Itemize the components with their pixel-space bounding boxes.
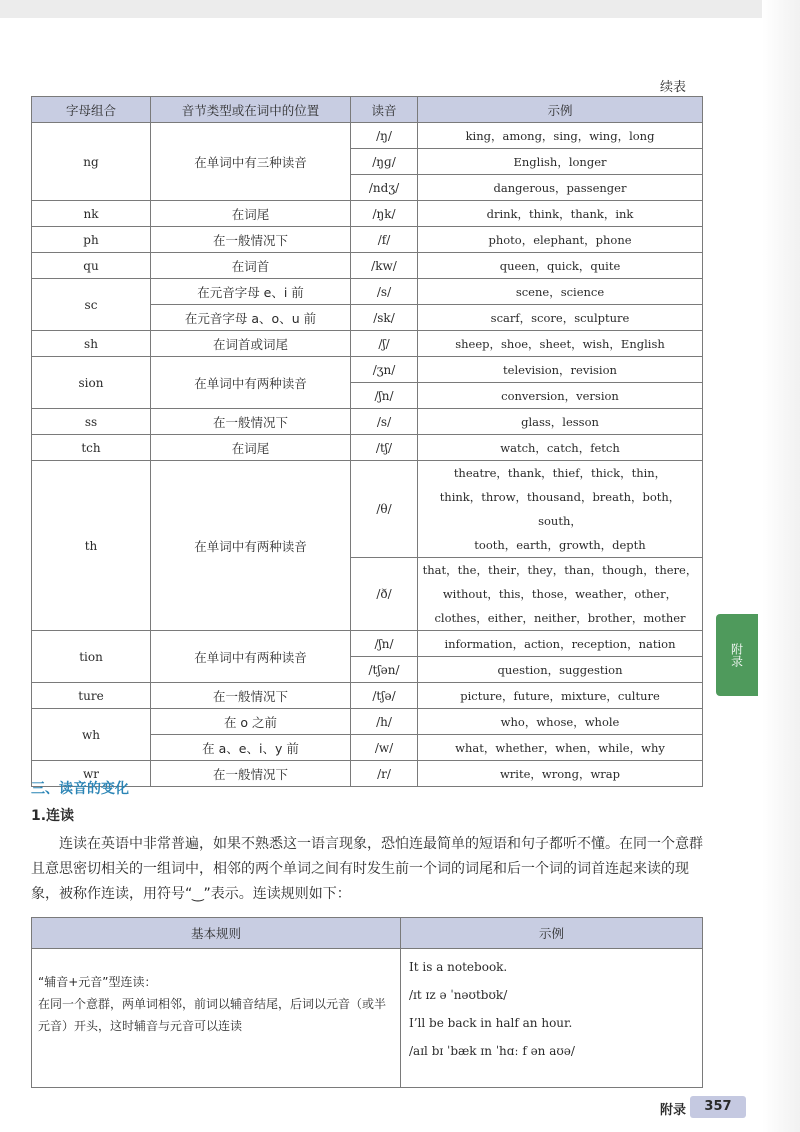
example-line: that，the，their，they，than，though，there， — [422, 563, 698, 577]
example-cell — [401, 949, 703, 1088]
header-position: 音节类型或在词中的位置 — [151, 97, 351, 123]
position-cell: 在单词中有三种读音 — [151, 123, 351, 201]
phonetic-cell: /tʃən/ — [351, 657, 418, 683]
table-row — [32, 683, 703, 709]
table-row — [32, 331, 703, 357]
examples-cell: write，wrong，wrap — [418, 761, 703, 787]
phonetic-cell: /tʃə/ — [351, 683, 418, 709]
examples-cell: what，whether，when，while，why — [418, 735, 703, 761]
position-cell: 在 o 之前 — [151, 709, 351, 735]
group-cell: sion — [32, 357, 151, 409]
phonetic-cell: /ŋ/ — [351, 123, 418, 149]
phonetic-cell: /s/ — [351, 279, 418, 305]
examples-cell: scarf，score，sculpture — [418, 305, 703, 331]
example-sentence: It is a notebook. — [409, 960, 508, 974]
position-cell: 在元音字母 e、i 前 — [151, 279, 351, 305]
examples-cell: photo，elephant，phone — [418, 227, 703, 253]
examples-cell — [418, 558, 703, 631]
example-line: without，this，those，weather，other， — [442, 587, 678, 601]
phonetic-cell: /ʒn/ — [351, 357, 418, 383]
phonetic-cell: /sk/ — [351, 305, 418, 331]
example-phonetic: /ɪt ɪz ə ˈnəʊtbʊk/ — [409, 988, 508, 1002]
position-cell: 在单词中有两种读音 — [151, 357, 351, 409]
examples-cell: glass，lesson — [418, 409, 703, 435]
header-example: 示例 — [401, 918, 703, 949]
example-line: think，throw，thousand，breath，both，south， — [439, 490, 681, 528]
position-cell: 在一般情况下 — [151, 761, 351, 787]
phonetic-cell: /tʃ/ — [351, 435, 418, 461]
phonetic-cell: /h/ — [351, 709, 418, 735]
phonetic-cell: /ʃn/ — [351, 383, 418, 409]
group-cell: ss — [32, 409, 151, 435]
phonetic-cell: /ŋɡ/ — [351, 149, 418, 175]
group-cell: wr — [32, 761, 151, 787]
examples-cell: television，revision — [418, 357, 703, 383]
examples-cell: picture，future，mixture，culture — [418, 683, 703, 709]
page-top-edge — [0, 0, 800, 18]
table-row — [32, 435, 703, 461]
table-row — [32, 279, 703, 305]
example-line: clothes，either，neither，brother，mother — [434, 611, 686, 625]
group-cell: ture — [32, 683, 151, 709]
example-sentence: I’ll be back in half an hour. — [409, 1016, 573, 1030]
examples-cell: watch，catch，fetch — [418, 435, 703, 461]
group-cell: tch — [32, 435, 151, 461]
phonetic-cell: /w/ — [351, 735, 418, 761]
position-cell: 在元音字母 a、o、u 前 — [151, 305, 351, 331]
phonetic-cell: /θ/ — [351, 461, 418, 558]
table-header-row — [32, 918, 703, 949]
rule-cell — [32, 949, 401, 1088]
position-cell: 在一般情况下 — [151, 227, 351, 253]
table-row — [32, 253, 703, 279]
position-cell: 在一般情况下 — [151, 683, 351, 709]
page-edge-shadow — [762, 0, 800, 1132]
pronunciation-table — [31, 96, 703, 787]
examples-cell: who，whose，whole — [418, 709, 703, 735]
group-cell: tion — [32, 631, 151, 683]
example-line: tooth，earth，growth，depth — [474, 538, 646, 552]
phonetic-cell: /f/ — [351, 227, 418, 253]
position-cell: 在词尾 — [151, 435, 351, 461]
paragraph-text: 连读在英语中非常普遍，如果不熟悉这一语言现象，恐怕连最简单的短语和句子都听不懂。在同一个意群且意思密切相关的一组词中，相邻的两个单词之间有时发生前一个词的词尾和后一个词的词首连起来读的现象，被称作连读，用符号“‿”表示。连读规则如下： — [31, 836, 703, 902]
position-cell: 在词首 — [151, 253, 351, 279]
examples-cell: king，among，sing，wing，long — [418, 123, 703, 149]
phonetic-cell: /s/ — [351, 409, 418, 435]
section-title: 三、读音的变化 — [31, 781, 129, 797]
phonetic-cell: /ʃn/ — [351, 631, 418, 657]
table-row — [32, 709, 703, 735]
table-row — [32, 631, 703, 657]
example-phonetic: /aɪl bɪ ˈbæk ɪn ˈhɑː f ən aʊə/ — [409, 1044, 575, 1058]
group-cell: sc — [32, 279, 151, 331]
header-letter-combo: 字母组合 — [32, 97, 151, 123]
position-cell: 在一般情况下 — [151, 409, 351, 435]
header-pronunciation: 读音 — [351, 97, 418, 123]
examples-cell: conversion，version — [418, 383, 703, 409]
table-row — [32, 201, 703, 227]
rule-title: “辅音+元音”型连读： — [38, 975, 157, 989]
table-row — [32, 123, 703, 149]
rule-text: 在同一个意群，两单词相邻，前词以辅音结尾，后词以元音（或半元音）开头，这时辅音与元音可以连读 — [38, 997, 387, 1033]
table-row — [32, 409, 703, 435]
table-row — [32, 227, 703, 253]
examples-cell: drink，think，thank，ink — [418, 201, 703, 227]
group-cell: ng — [32, 123, 151, 201]
examples-cell: information，action，reception，nation — [418, 631, 703, 657]
header-basic-rule: 基本规则 — [32, 918, 401, 949]
continued-label: 续表 — [660, 80, 687, 95]
page-number: 357 — [690, 1096, 746, 1118]
phonetic-cell: /ð/ — [351, 558, 418, 631]
examples-cell: scene，science — [418, 279, 703, 305]
appendix-side-tab[interactable]: 附录 — [716, 614, 758, 696]
group-cell: wh — [32, 709, 151, 761]
examples-cell: English，longer — [418, 149, 703, 175]
group-cell: sh — [32, 331, 151, 357]
table-row — [32, 949, 703, 1088]
table-row — [32, 461, 703, 558]
example-line: theatre，thank，thief，thick，thin， — [453, 466, 667, 480]
group-cell: th — [32, 461, 151, 631]
footer-label: 附录 — [660, 1103, 687, 1118]
table-row — [32, 357, 703, 383]
phonetic-cell: /ndʒ/ — [351, 175, 418, 201]
position-cell: 在词尾 — [151, 201, 351, 227]
examples-cell: sheep，shoe，sheet，wish，English — [418, 331, 703, 357]
group-cell: nk — [32, 201, 151, 227]
group-cell: ph — [32, 227, 151, 253]
position-cell: 在单词中有两种读音 — [151, 631, 351, 683]
examples-cell: dangerous，passenger — [418, 175, 703, 201]
position-cell: 在 a、e、i、y 前 — [151, 735, 351, 761]
phonetic-cell: /ŋk/ — [351, 201, 418, 227]
table-row — [32, 761, 703, 787]
body-paragraph — [31, 832, 703, 907]
phonetic-cell: /ʃ/ — [351, 331, 418, 357]
table-header-row — [32, 97, 703, 123]
examples-cell — [418, 461, 703, 558]
subsection-title: 1.连读 — [31, 808, 75, 824]
examples-cell: queen，quick，quite — [418, 253, 703, 279]
position-cell: 在单词中有两种读音 — [151, 461, 351, 631]
position-cell: 在词首或词尾 — [151, 331, 351, 357]
header-examples: 示例 — [418, 97, 703, 123]
phonetic-cell: /r/ — [351, 761, 418, 787]
group-cell: qu — [32, 253, 151, 279]
phonetic-cell: /kw/ — [351, 253, 418, 279]
examples-cell: question，suggestion — [418, 657, 703, 683]
liaison-rules-table — [31, 917, 703, 1088]
